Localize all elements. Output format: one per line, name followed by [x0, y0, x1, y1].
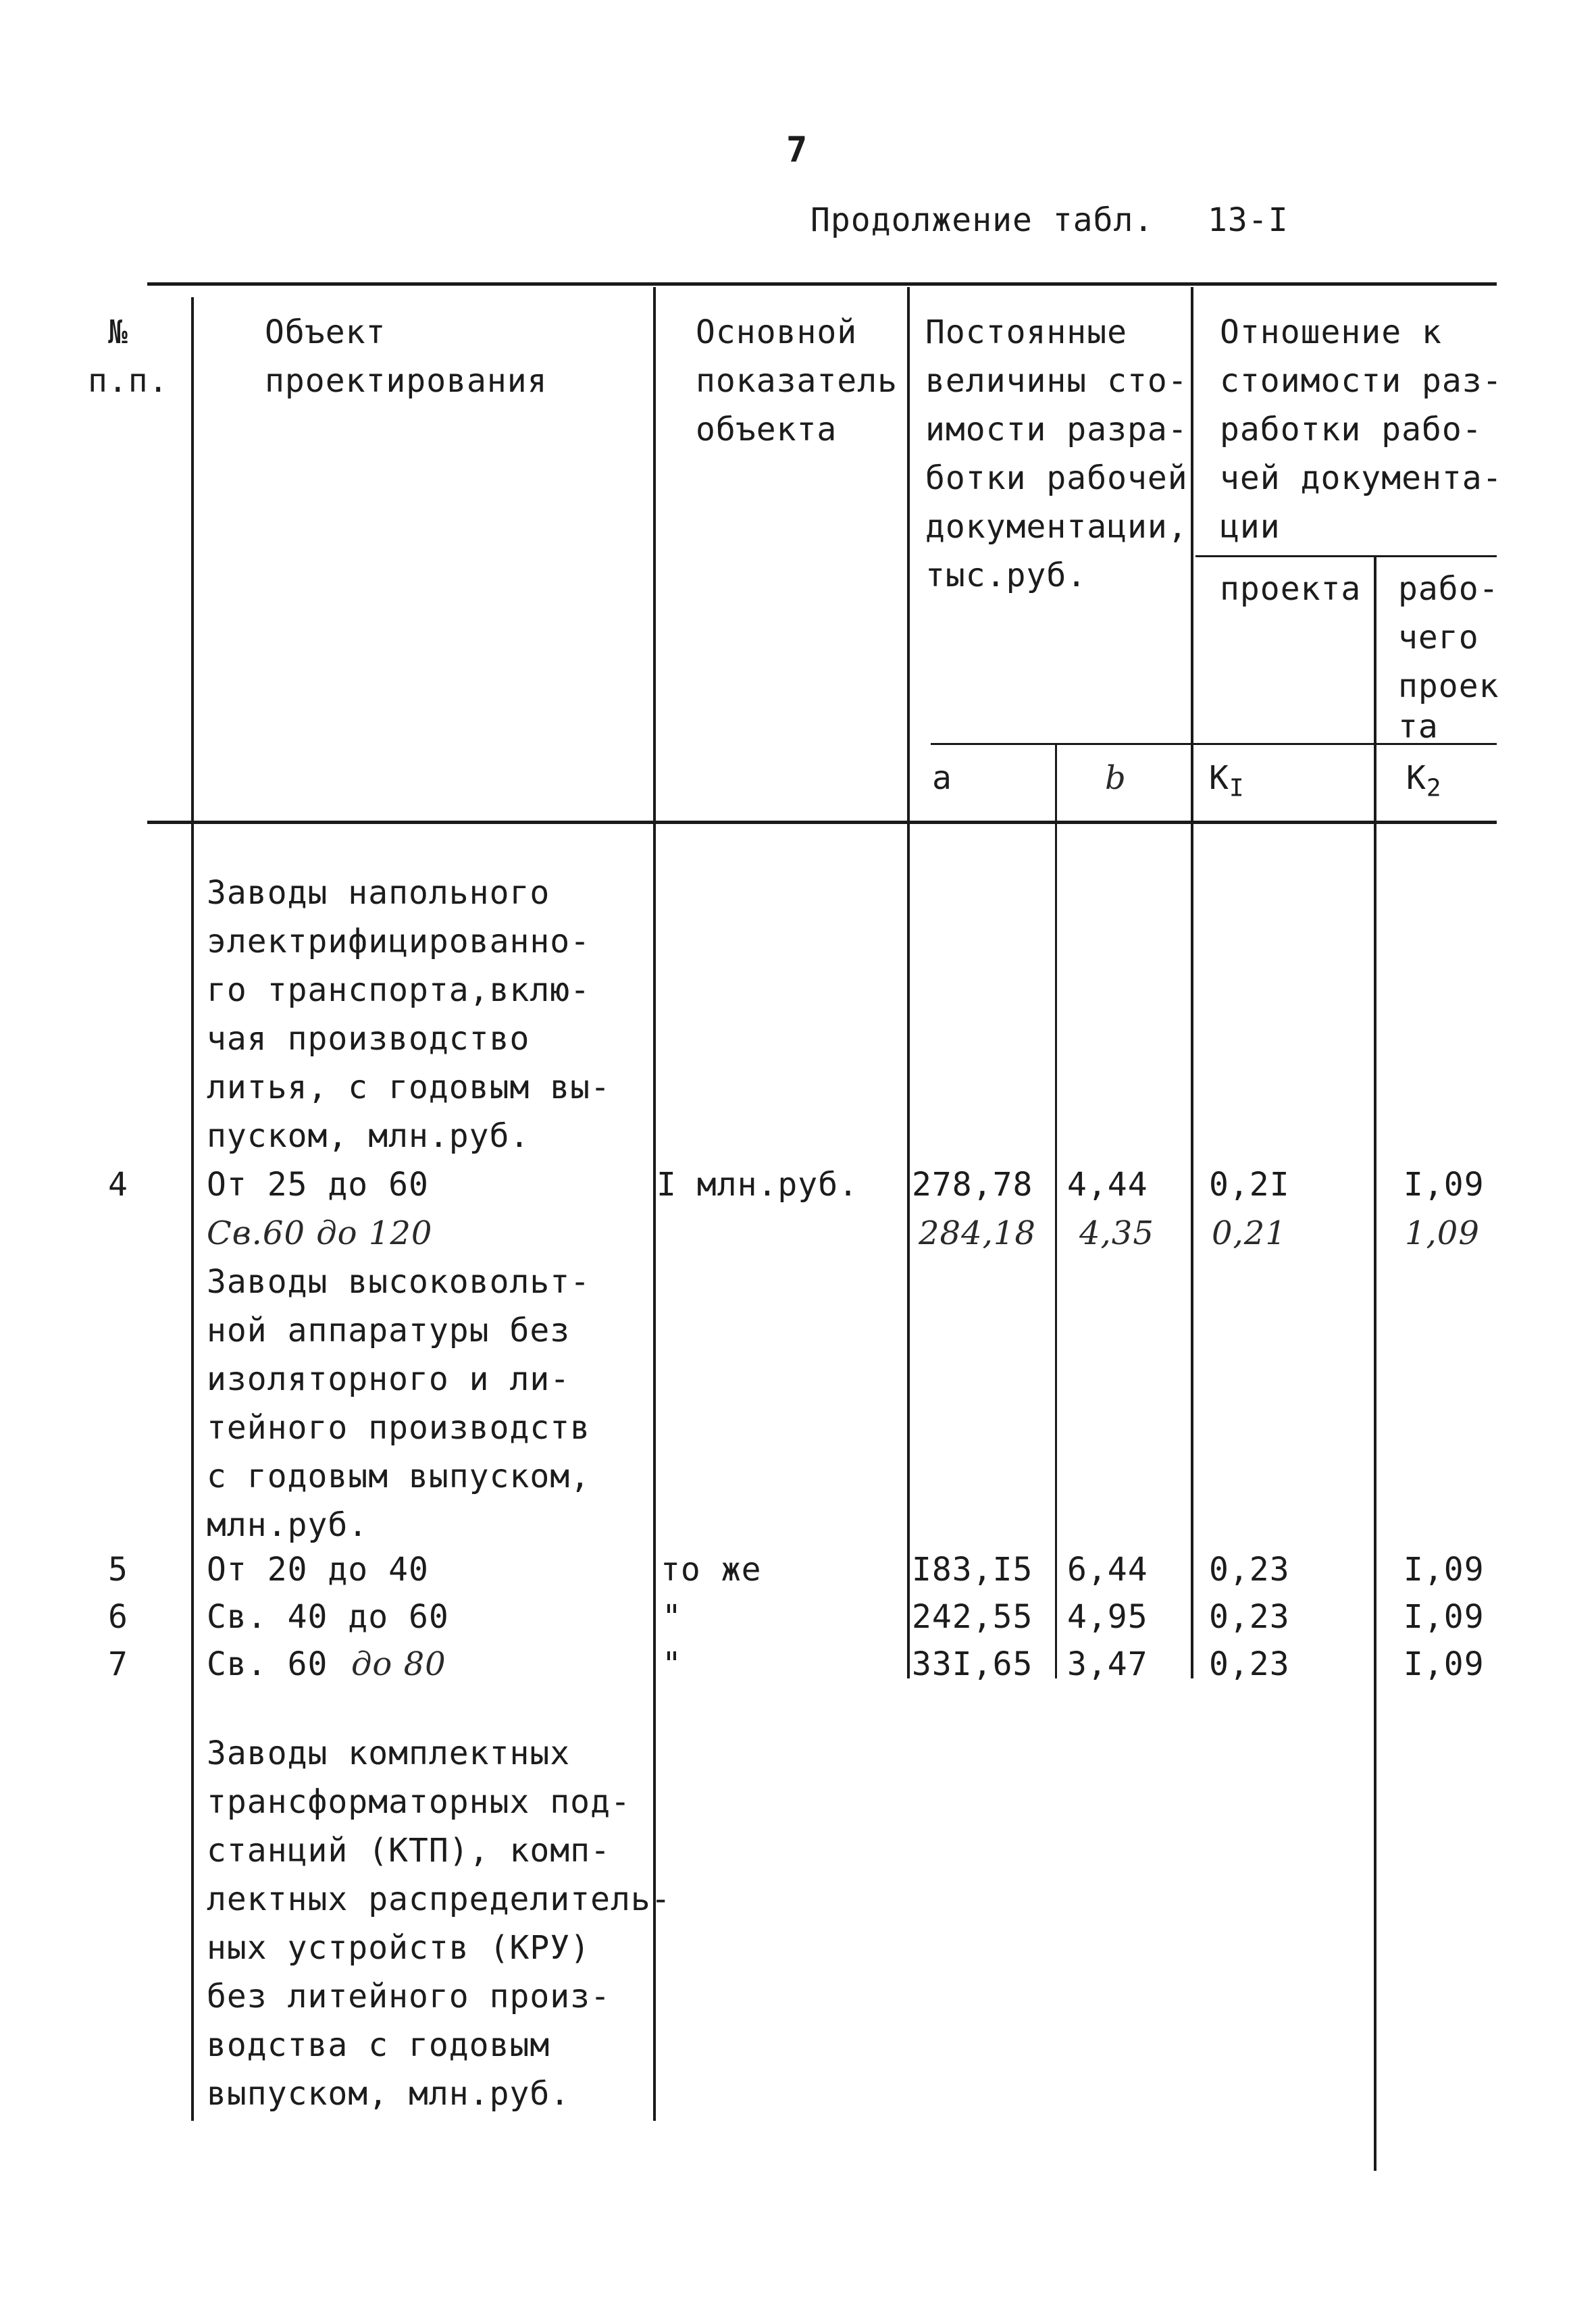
col-divider-3	[907, 287, 910, 1678]
row4-k2: I,09	[1404, 1166, 1485, 1204]
row7-k1: 0,23	[1209, 1645, 1290, 1683]
ratio-sub-rule	[1195, 555, 1497, 557]
row4-b: 4,44	[1067, 1166, 1148, 1204]
header-sub-project: проекта	[1220, 570, 1362, 608]
header-main-line3: объекта	[696, 411, 838, 448]
header-ratio-line4: чей документа-	[1220, 459, 1503, 497]
group2-line2: ной аппаратуры без	[207, 1312, 571, 1349]
row5-k2: I,09	[1404, 1551, 1485, 1589]
group1-line6: пуском, млн.руб.	[207, 1117, 530, 1155]
col-divider-5	[1191, 287, 1193, 1678]
row6-k2: I,09	[1404, 1598, 1485, 1636]
hw-b: 4,35	[1079, 1214, 1154, 1252]
group1-line4: чая производство	[207, 1020, 530, 1058]
col-divider-4	[1055, 744, 1057, 1678]
header-object-line2: проектирования	[265, 362, 548, 400]
header-sym-a: а	[932, 759, 952, 797]
header-sub-working-line2: чего	[1398, 619, 1479, 657]
table-id: 13-I	[1208, 201, 1289, 239]
table-top-rule	[147, 282, 1497, 286]
header-sub-working-line4: та	[1398, 708, 1439, 746]
row4-k1: 0,2I	[1209, 1166, 1290, 1204]
group2-line4: тейного производств	[207, 1409, 591, 1447]
group3-line3: станций (КТП), комп-	[207, 1832, 611, 1870]
group1-line2: электрифицированно-	[207, 923, 591, 960]
header-sym-k2	[1406, 754, 1442, 813]
row7-a: 33I,65	[912, 1645, 1033, 1683]
row7-object: Св. 60	[207, 1645, 328, 1683]
row7-k2: I,09	[1404, 1645, 1485, 1683]
group2-line1: Заводы высоковольт-	[207, 1263, 591, 1301]
group2-line3: изоляторного и ли-	[207, 1360, 571, 1398]
header-const-line3: имости разра-	[925, 411, 1188, 448]
header-ratio-line3: работки рабо-	[1220, 411, 1483, 448]
row4-main: I млн.руб.	[657, 1166, 858, 1204]
row7-main: "	[662, 1645, 682, 1683]
header-ratio-line1: Отношение к	[1220, 313, 1442, 351]
row4-a: 278,78	[912, 1166, 1033, 1204]
header-const-line6: тыс.руб.	[925, 557, 1087, 594]
group3-line7: водства с годовым	[207, 2026, 550, 2064]
hw-k2: 1,09	[1405, 1214, 1480, 1252]
row5-object: От 20 до 40	[207, 1551, 429, 1589]
header-main-line1: Основной	[696, 313, 858, 351]
group3-line4: лектных распределитель-	[207, 1880, 671, 1918]
header-sym-b: b	[1105, 759, 1127, 797]
header-sym-k1	[1209, 754, 1245, 813]
row7-no: 7	[108, 1645, 128, 1683]
col-divider-2	[653, 287, 656, 2121]
group2-line5: с годовым выпуском,	[207, 1458, 591, 1495]
header-object-line1: Объект	[265, 313, 386, 351]
col-divider-6	[1374, 557, 1376, 2171]
group3-line5: ных устройств (КРУ)	[207, 1929, 591, 1967]
row6-no: 6	[108, 1598, 128, 1636]
header-sub-working-line1: рабо-	[1398, 570, 1499, 608]
hw-a: 284,18	[919, 1214, 1036, 1252]
page-number: 7	[786, 130, 808, 170]
header-ratio-line2: стоимости раз-	[1220, 362, 1503, 400]
row5-k1: 0,23	[1209, 1551, 1290, 1589]
k1-letter: К	[1209, 759, 1229, 797]
row5-main: то же	[661, 1551, 762, 1589]
row6-k1: 0,23	[1209, 1598, 1290, 1636]
row5-no: 5	[108, 1551, 128, 1589]
group1-line5: литья, с годовым вы-	[207, 1069, 611, 1106]
header-const-line5: документации,	[925, 508, 1188, 546]
k2-subscript: 2	[1426, 774, 1442, 802]
header-no-line1: №	[108, 313, 128, 351]
group3-line6: без литейного произ-	[207, 1978, 611, 2015]
k2-letter: К	[1406, 759, 1426, 797]
group3-line2: трансформаторных под-	[207, 1783, 631, 1821]
header-const-line1: Постоянные	[925, 313, 1127, 351]
header-sub-working-line3: проек	[1398, 667, 1499, 705]
k1-subscript: I	[1229, 774, 1245, 802]
row6-b: 4,95	[1067, 1598, 1148, 1636]
row5-a: I83,I5	[912, 1551, 1033, 1589]
row5-b: 6,44	[1067, 1551, 1148, 1589]
group3-line1: Заводы комплектных	[207, 1734, 571, 1772]
header-no-line2: п.п.	[88, 362, 169, 400]
group1-line3: го транспорта,вклю-	[207, 971, 591, 1009]
row6-main: "	[662, 1598, 682, 1636]
row6-object: Св. 40 до 60	[207, 1598, 449, 1636]
hw-k1: 0,21	[1212, 1214, 1287, 1252]
hw-object: Св.60 до 120	[207, 1214, 433, 1252]
header-ratio-line5: ции	[1220, 508, 1281, 546]
row4-object: От 25 до 60	[207, 1166, 429, 1204]
header-main-line2: показатель	[696, 362, 898, 400]
group2-line6: млн.руб.	[207, 1506, 369, 1544]
continuation-label: Продолжение табл.	[810, 201, 1154, 239]
header-bottom-rule	[147, 821, 1497, 824]
col-divider-1	[191, 297, 194, 2121]
group3-line8: выпуском, млн.руб.	[207, 2075, 571, 2113]
row6-a: 242,55	[912, 1598, 1033, 1636]
group1-line1: Заводы напольного	[207, 874, 550, 912]
header-const-line4: ботки рабочей	[925, 459, 1188, 497]
header-const-line2: величины сто-	[925, 362, 1188, 400]
row4-no: 4	[108, 1166, 128, 1204]
row7-b: 3,47	[1067, 1645, 1148, 1683]
row7-object-hw: до 80	[351, 1645, 446, 1683]
